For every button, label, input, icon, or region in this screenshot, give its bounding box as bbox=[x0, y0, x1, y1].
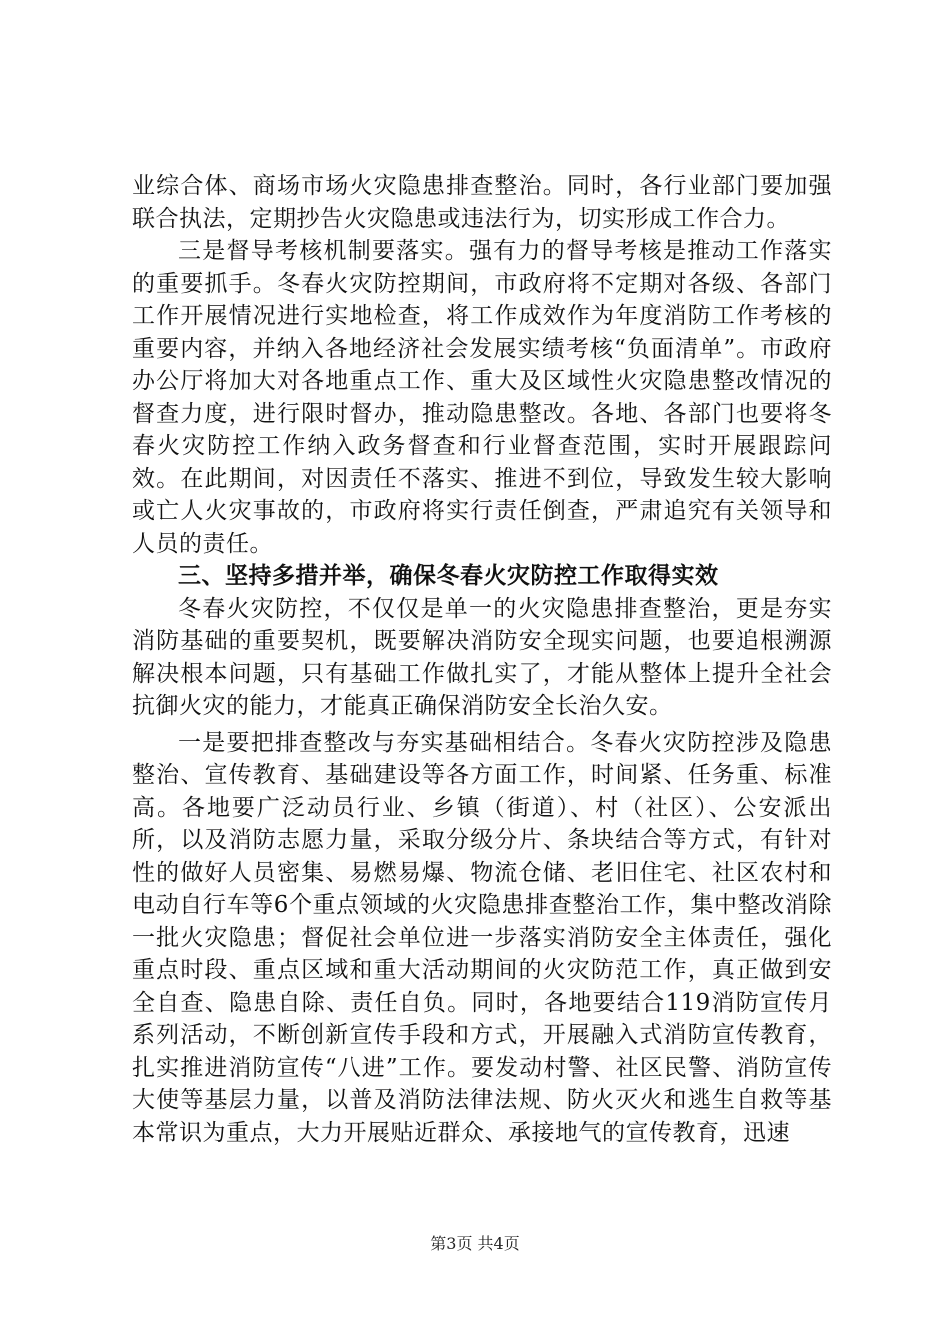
paragraph-supervision: 三是督导考核机制要落实。强有力的督导考核是推动工作落实的重要抓手。冬春火灾防控期间，市政府将不定期对各级、各部门工作开展情况进行实地检查，将工作成效作为年度消防工作考核的重要内容，并纳入各地经济社会发展实绩考核“负面清单”。市政府办公厅将加大对各地重点工作、重大及区域性火灾隐患整改情况的督查力度，进行限时督办，推动隐患整改。各地、各部门也要将冬春火灾防控工作纳入政务督查和行业督查范围，实时开展跟踪问效。在此期间，对因责任不落实、推进不到位，导致发生较大影响或亡人火灾事故的，市政府将实行责任倒查，严肃追究有关领导和人员的责任。 bbox=[132, 238, 832, 557]
paragraph-continuation: 业综合体、商场市场火灾隐患排查整治。同时，各行业部门要加强联合执法，定期抄告火灾隐患或违法行为，切实形成工作合力。 bbox=[132, 173, 832, 232]
paragraph-intro: 冬春火灾防控，不仅仅是单一的火灾隐患排查整治，更是夯实消防基础的重要契机，既要解决消防安全现实问题，也要追根溯源解决根本问题，只有基础工作做扎实了，才能从整体上提升全社会抗御火灾的能力，才能真正确保消防安全长治久安。 bbox=[132, 595, 832, 719]
paragraph-point-one: 一是要把排查整改与夯实基础相结合。冬春火灾防控涉及隐患整治、宣传教育、基础建设等各方面工作，时间紧、任务重、标准高。各地要广泛动员行业、乡镇（街道）、村（社区）、公安派出所，以及消防志愿力量，采取分级分片、条块结合等方式，有针对性的做好人员密集、易燃易爆、物流仓储、老旧住宅、社区农村和电动自行车等6个重点领域的火灾隐患排查整治工作，集中整改消除一批火灾隐患；督促社会单位进一步落实消防安全主体责任，强化重点时段、重点区域和重大活动期间的火灾防范工作，真正做到安全自查、隐患自除、责任自负。同时，各地要结合119消防宣传月系列活动，不断创新宣传手段和方式，开展融入式消防宣传教育，扎实推进消防宣传“八进”工作。要发动村警、社区民警、消防宣传大使等基层力量，以普及消防法律法规、防火灭火和逃生自救等基本常识为重点，大力开展贴近群众、承接地气的宣传教育，迅速 bbox=[132, 729, 832, 1146]
document-body bbox=[132, 170, 832, 1149]
page-footer: 第3页 共4页 bbox=[430, 1234, 520, 1253]
section-heading: 三、坚持多措并举，确保冬春火灾防控工作取得实效 bbox=[178, 563, 719, 589]
